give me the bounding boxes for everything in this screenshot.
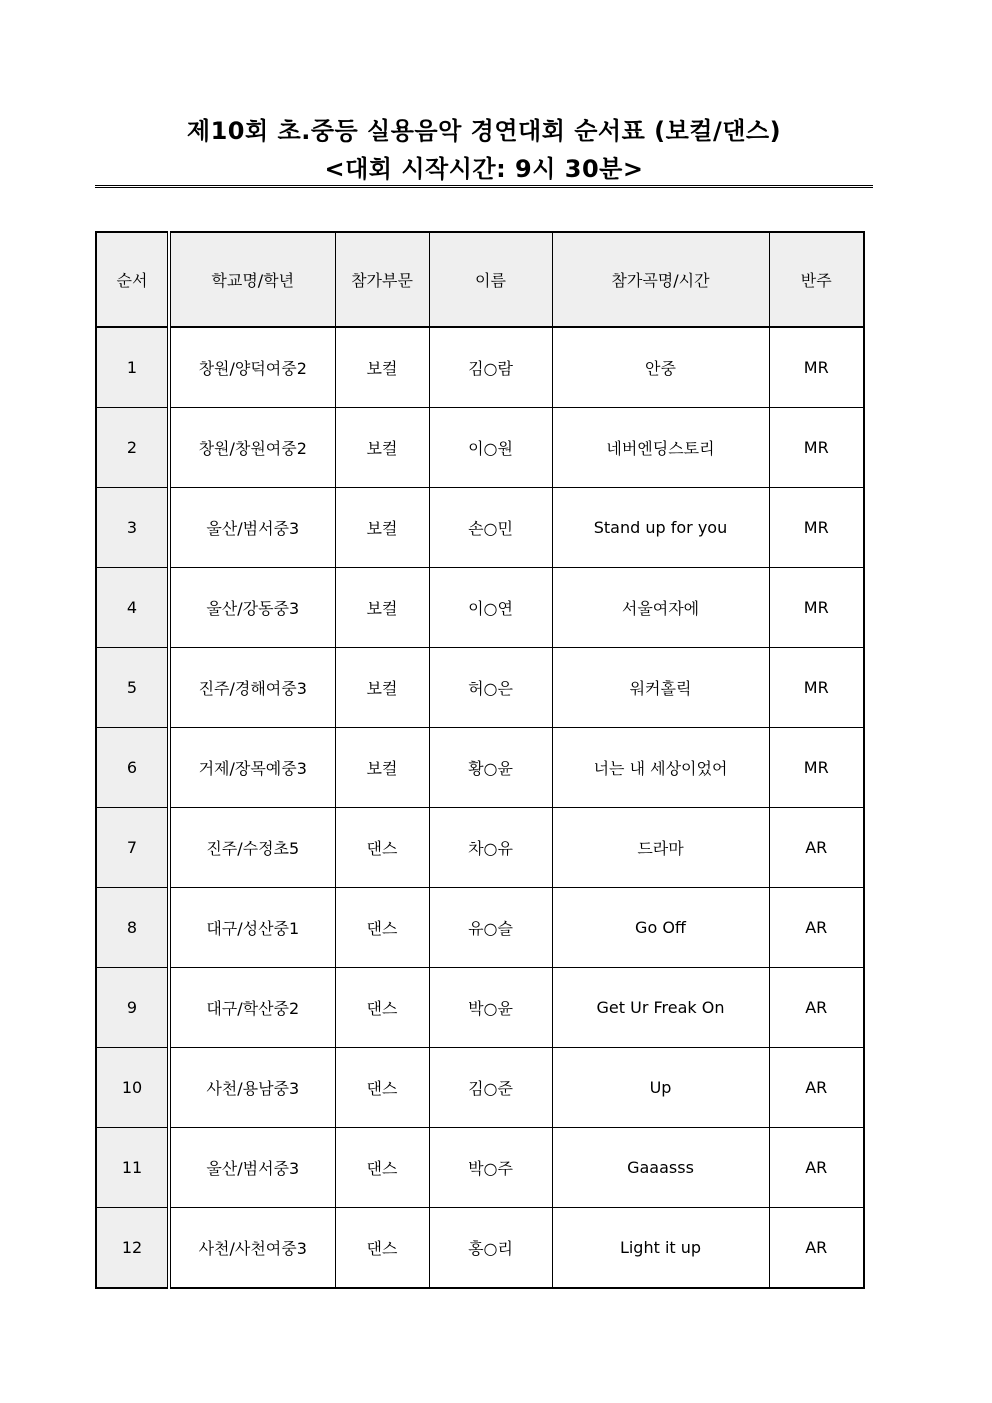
row-song: Stand up for you: [552, 488, 769, 568]
row-order: 3: [96, 488, 169, 568]
row-song: Go Off: [552, 888, 769, 968]
row-name: 김○준: [429, 1048, 552, 1128]
row-school: 창원/양덕여중2: [169, 327, 335, 408]
row-song: 안중: [552, 327, 769, 408]
row-order: 8: [96, 888, 169, 968]
row-category: 보컬: [335, 728, 429, 808]
row-accompaniment: AR: [769, 1208, 864, 1289]
row-school: 울산/범서중3: [169, 1128, 335, 1208]
header-song: 참가곡명/시간: [552, 232, 769, 327]
row-school: 울산/강동중3: [169, 568, 335, 648]
row-name: 박○주: [429, 1128, 552, 1208]
row-name: 이○연: [429, 568, 552, 648]
row-order: 11: [96, 1128, 169, 1208]
document-subtitle: <대회 시작시간: 9시 30분>: [324, 155, 644, 183]
table-row: [96, 1128, 864, 1208]
row-order: 12: [96, 1208, 169, 1289]
row-accompaniment: MR: [769, 568, 864, 648]
row-category: 댄스: [335, 888, 429, 968]
row-name: 홍○리: [429, 1208, 552, 1289]
table-row: [96, 968, 864, 1048]
row-order: 6: [96, 728, 169, 808]
row-category: 보컬: [335, 568, 429, 648]
row-name: 허○은: [429, 648, 552, 728]
row-song: 서울여자에: [552, 568, 769, 648]
row-order: 5: [96, 648, 169, 728]
row-song: Get Ur Freak On: [552, 968, 769, 1048]
row-name: 유○슬: [429, 888, 552, 968]
row-order: 1: [96, 327, 169, 408]
row-category: 보컬: [335, 327, 429, 408]
row-school: 사천/사천여중3: [169, 1208, 335, 1289]
table-row: [96, 1048, 864, 1128]
row-accompaniment: AR: [769, 968, 864, 1048]
row-accompaniment: MR: [769, 327, 864, 408]
row-category: 댄스: [335, 968, 429, 1048]
row-name: 박○윤: [429, 968, 552, 1048]
document-title: 제10회 초.중등 실용음악 경연대회 순서표 (보컬/댄스): [186, 117, 782, 145]
table-header-row: [96, 232, 864, 327]
table-row: [96, 408, 864, 488]
row-category: 보컬: [335, 488, 429, 568]
row-accompaniment: MR: [769, 408, 864, 488]
row-name: 김○람: [429, 327, 552, 408]
table-row: [96, 728, 864, 808]
row-school: 대구/성산중1: [169, 888, 335, 968]
row-category: 댄스: [335, 1128, 429, 1208]
row-song: Up: [552, 1048, 769, 1128]
row-school: 사천/용남중3: [169, 1048, 335, 1128]
row-school: 울산/범서중3: [169, 488, 335, 568]
row-order: 7: [96, 808, 169, 888]
row-accompaniment: AR: [769, 1128, 864, 1208]
row-school: 진주/수정초5: [169, 808, 335, 888]
row-school: 창원/창원여중2: [169, 408, 335, 488]
row-order: 10: [96, 1048, 169, 1128]
table-row: [96, 327, 864, 408]
table-row: [96, 568, 864, 648]
row-school: 대구/학산중2: [169, 968, 335, 1048]
row-order: 4: [96, 568, 169, 648]
row-order: 9: [96, 968, 169, 1048]
header-order: 순서: [96, 232, 169, 327]
table-row: [96, 648, 864, 728]
header-name: 이름: [429, 232, 552, 327]
row-song: Gaaasss: [552, 1128, 769, 1208]
table-row: [96, 888, 864, 968]
row-category: 댄스: [335, 1208, 429, 1289]
row-accompaniment: AR: [769, 1048, 864, 1128]
row-song: 드라마: [552, 808, 769, 888]
row-name: 이○원: [429, 408, 552, 488]
row-category: 보컬: [335, 648, 429, 728]
row-accompaniment: MR: [769, 488, 864, 568]
row-accompaniment: AR: [769, 888, 864, 968]
row-accompaniment: AR: [769, 808, 864, 888]
row-accompaniment: MR: [769, 728, 864, 808]
schedule-table: [95, 231, 865, 1289]
row-category: 보컬: [335, 408, 429, 488]
table-row: [96, 808, 864, 888]
row-school: 거제/장목예중3: [169, 728, 335, 808]
table-row: [96, 1208, 864, 1289]
row-category: 댄스: [335, 1048, 429, 1128]
header-category: 참가부문: [335, 232, 429, 327]
row-name: 황○윤: [429, 728, 552, 808]
row-name: 손○민: [429, 488, 552, 568]
row-name: 차○유: [429, 808, 552, 888]
row-song: 네버엔딩스토리: [552, 408, 769, 488]
header-school: 학교명/학년: [169, 232, 335, 327]
document-title-block: [95, 112, 873, 188]
row-song: 너는 내 세상이었어: [552, 728, 769, 808]
row-order: 2: [96, 408, 169, 488]
header-accompaniment: 반주: [769, 232, 864, 327]
table-row: [96, 488, 864, 568]
title-double-rule: [95, 185, 873, 188]
row-song: 워커홀릭: [552, 648, 769, 728]
row-song: Light it up: [552, 1208, 769, 1289]
row-school: 진주/경해여중3: [169, 648, 335, 728]
row-accompaniment: MR: [769, 648, 864, 728]
row-category: 댄스: [335, 808, 429, 888]
